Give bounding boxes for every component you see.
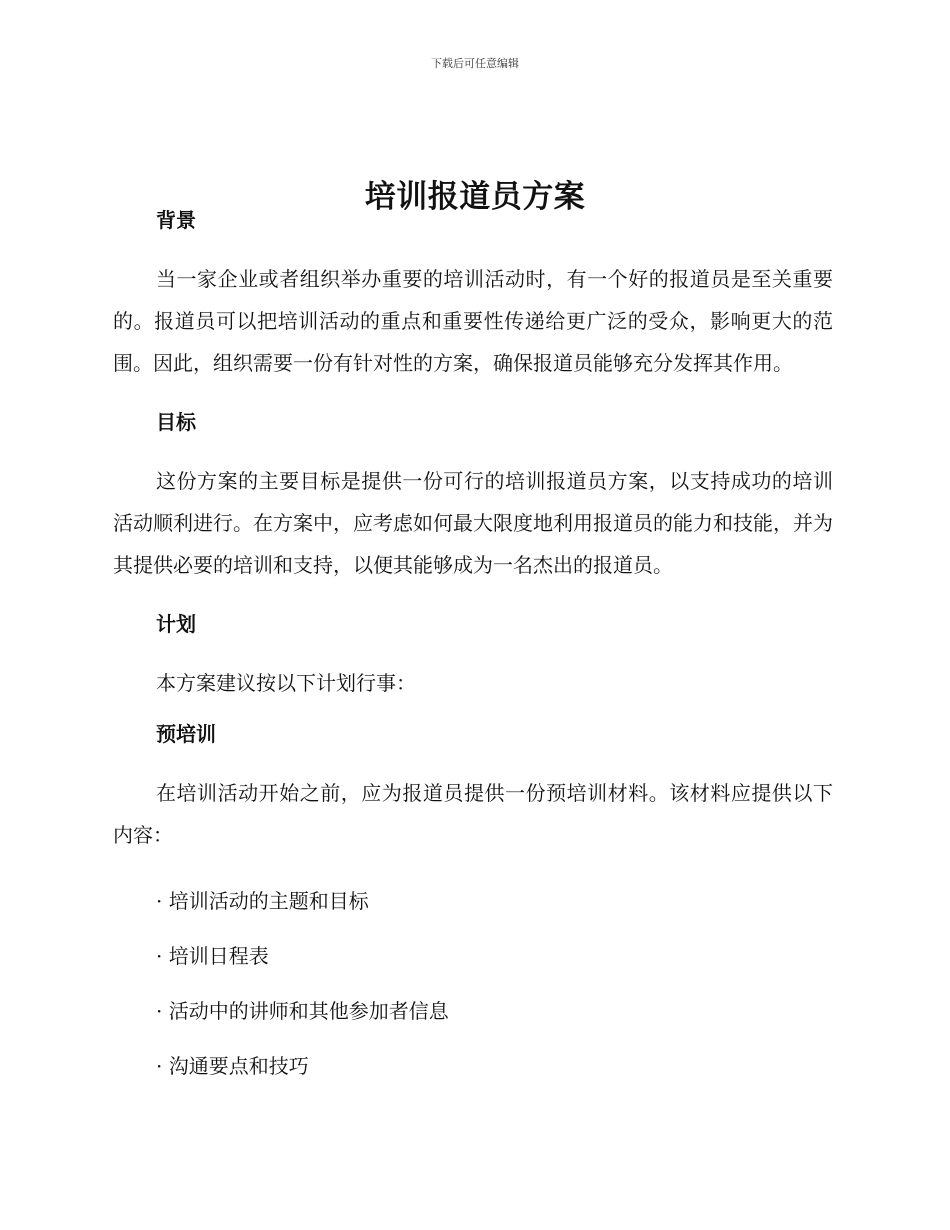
document-body bbox=[113, 204, 833, 1087]
document-title: 培训报道员方案 bbox=[364, 178, 586, 215]
paragraph-background: 当一家企业或者组织举办重要的培训活动时，有一个好的报道员是至关重要的。报道员可以把培训活动的重点和重要性传递给更广泛的受众，影响更大的范围。因此，组织需要一份有针对性的方案，确保报道员能够充分发挥其作用。 bbox=[113, 267, 833, 375]
list-item: · 培训日程表 bbox=[156, 944, 269, 968]
spacer bbox=[113, 586, 833, 608]
paragraph-goal: 这份方案的主要目标是提供一份可行的培训报道员方案，以支持成功的培训活动顺利进行。在方案中，应考虑如何最大限度地利用报道员的能力和技能，并为其提供必要的培训和支持，以便其能够成为一名杰出的报道员。 bbox=[113, 469, 833, 577]
section-heading-pretraining: 预培训 bbox=[156, 722, 216, 746]
spacer bbox=[113, 750, 833, 772]
spacer bbox=[113, 704, 833, 718]
header-note: 下载后可任意编辑 bbox=[431, 57, 519, 70]
spacer bbox=[113, 384, 833, 406]
section-heading-plan: 计划 bbox=[156, 612, 196, 636]
list-item: · 活动中的讲师和其他参加者信息 bbox=[156, 999, 449, 1023]
list-item: · 培训活动的主题和目标 bbox=[156, 889, 369, 913]
section-heading-goal: 目标 bbox=[156, 410, 196, 434]
section-heading-background: 背景 bbox=[156, 208, 196, 232]
list-item: · 沟通要点和技巧 bbox=[156, 1054, 309, 1078]
paragraph-plan: 本方案建议按以下计划行事： bbox=[156, 671, 416, 695]
pretraining-list bbox=[113, 880, 833, 1087]
spacer bbox=[113, 640, 833, 662]
spacer bbox=[113, 236, 833, 258]
spacer bbox=[113, 438, 833, 460]
spacer bbox=[113, 856, 833, 880]
paragraph-pretraining: 在培训活动开始之前，应为报道员提供一份预培训材料。该材料应提供以下内容： bbox=[113, 781, 833, 847]
